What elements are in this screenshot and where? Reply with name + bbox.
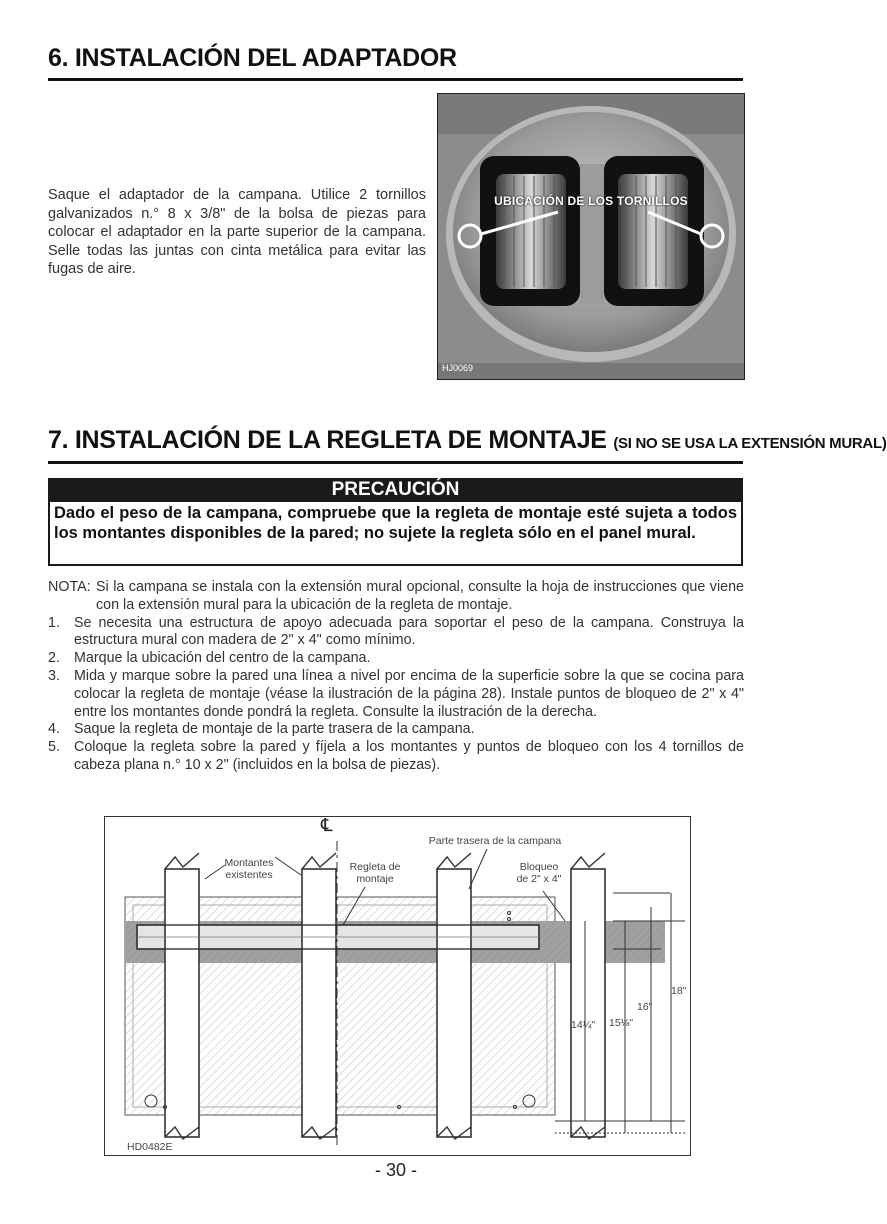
dimension-18: 18" bbox=[671, 985, 687, 997]
section-6-title: 6. INSTALACIÓN DEL ADAPTADOR bbox=[48, 44, 457, 72]
figure-code: HD0482E bbox=[127, 1141, 173, 1153]
step-text: Marque la ubicación del centro de la campana. bbox=[74, 650, 371, 667]
note-text: Si la campana se instala con la extensión mural opcional, consulte la hoja de instrucciones que viene con la extensión mural para la ubicación de la regleta de montaje. bbox=[96, 579, 744, 613]
centerline-symbol: ℄ bbox=[321, 815, 333, 835]
section-7-rule bbox=[48, 461, 743, 464]
photo-code: HJ0069 bbox=[442, 363, 474, 373]
dimension-14-1-4: 14¼" bbox=[571, 1019, 596, 1031]
stud bbox=[437, 869, 471, 1137]
step-text: Mida y marque sobre la pared una línea a nivel por encima de la superficie sobre la que se cocina para colocar la regleta de montaje (véase la ilustración de la página 28). Instale puntos de bloqueo de 2" x 4" entre los montantes donde pondrá la regleta. Consulte la ilustración de la derecha. bbox=[74, 667, 744, 720]
section-7-title-main: 7. INSTALACIÓN DE LA REGLETA DE MONTAJE bbox=[48, 426, 607, 454]
page-number: - 30 - bbox=[374, 1160, 417, 1180]
step-text: Saque la regleta de montaje de la parte trasera de la campana. bbox=[74, 721, 475, 738]
adapter-photo bbox=[437, 93, 745, 380]
label-studs: Montantes existentes bbox=[224, 857, 274, 881]
label-mounting-rail: Regleta de montaje bbox=[349, 861, 401, 885]
stud bbox=[165, 869, 199, 1137]
step-text: Coloque la regleta sobre la pared y fíjela a los montantes y puntos de bloqueo con los 4 tornillos de cabeza plana n.° 10 x 2" (incluidos en la bolsa de piezas). bbox=[74, 739, 744, 773]
dimension-16: 16" bbox=[637, 1001, 653, 1013]
section-6-rule bbox=[48, 78, 743, 81]
note-label: NOTA: bbox=[48, 579, 91, 595]
section-6-text: Saque el adaptador de la campana. Utilice 2 tornillos galvanizados n.° 8 x 3/8" de la bolsa de piezas para colocar el adaptador en la parte superior de la campana. Selle todas las juntas con cinta metálica para evitar las fugas de aire. bbox=[48, 187, 426, 278]
step-number: 5. bbox=[48, 739, 60, 756]
step-item bbox=[48, 650, 744, 668]
step-item bbox=[48, 721, 744, 739]
caution-text: Dado el peso de la campana, compruebe que la regleta de montaje esté sujeta a todos los montantes disponibles de la pared; no sujete la regleta sólo en el panel mural. bbox=[48, 502, 743, 566]
step-number: 2. bbox=[48, 650, 60, 667]
section-7-title bbox=[48, 426, 887, 455]
screw-location-label: UBICACIÓN DE LOS TORNILLOS bbox=[494, 194, 688, 208]
note-item bbox=[48, 579, 744, 615]
section-7-title-sub: (SI NO SE USA LA EXTENSIÓN MURAL) bbox=[613, 435, 887, 452]
stud bbox=[302, 869, 336, 1137]
stud bbox=[571, 869, 605, 1137]
step-text: Se necesita una estructura de apoyo adecuada para soportar el peso de la campana. Construya la estructura mural con madera de 2" x 4" como mínimo. bbox=[74, 614, 744, 649]
step-number: 3. bbox=[48, 667, 60, 684]
step-item bbox=[48, 615, 744, 651]
step-item bbox=[48, 739, 744, 775]
step-item bbox=[48, 668, 744, 721]
label-blocking: Bloqueo de 2" x 4" bbox=[516, 861, 562, 885]
label-hood-back: Parte trasera de la campana bbox=[428, 835, 562, 847]
step-number: 1. bbox=[48, 614, 60, 631]
dimension-15-1-8: 15⅛" bbox=[609, 1017, 634, 1029]
mounting-bracket-figure bbox=[104, 816, 691, 1156]
instructions-list bbox=[48, 579, 744, 775]
caution-header: PRECAUCIÓN bbox=[48, 478, 743, 502]
step-number: 4. bbox=[48, 721, 60, 738]
adapter-photo-illustration bbox=[438, 94, 744, 379]
